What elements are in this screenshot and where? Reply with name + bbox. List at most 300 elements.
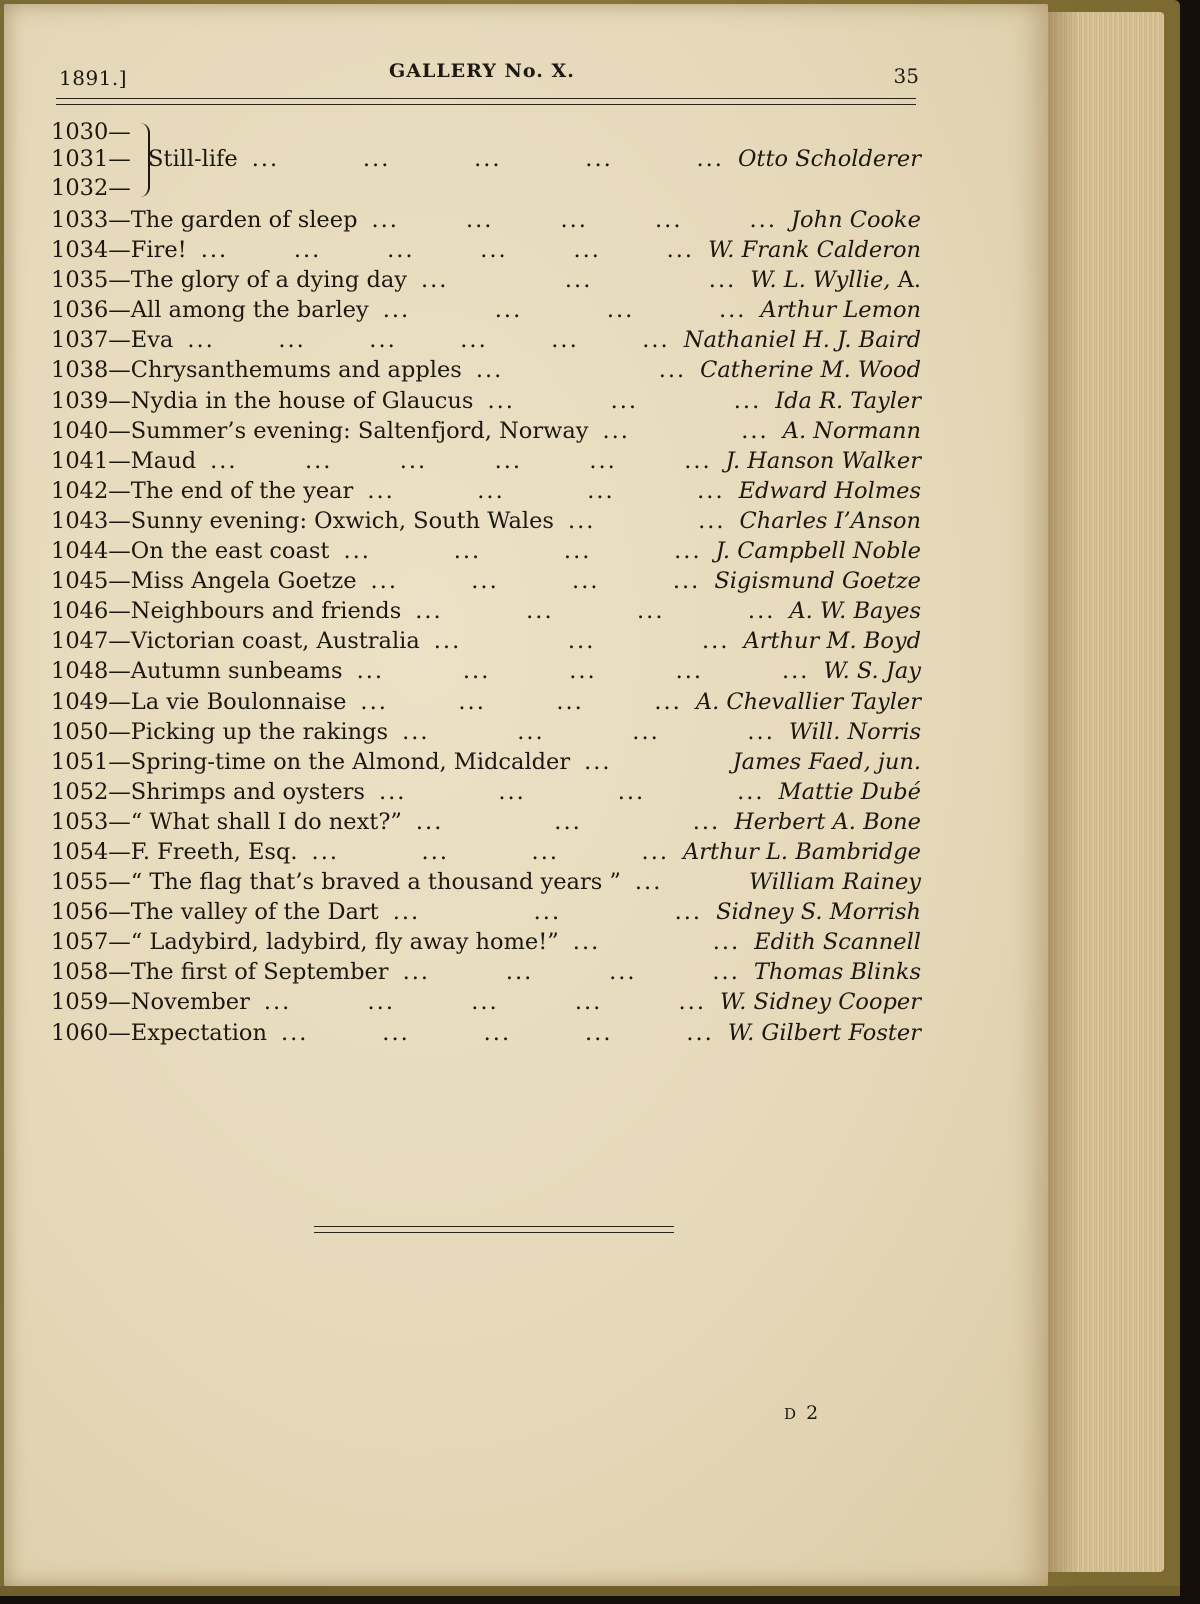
entry-left: [51, 566, 357, 596]
entry-artist-name: Thomas Blinks: [753, 959, 921, 986]
entry-number: 1049: [51, 688, 109, 715]
leader-dot-group: ...: [378, 778, 407, 805]
leader-dot-group: ...: [666, 237, 695, 264]
leader-dot-group: ...: [564, 267, 593, 294]
entry-dash: —: [108, 718, 131, 745]
entry-number: 1040: [51, 417, 109, 444]
entry-artist-name: J. Hanson Walker: [725, 447, 921, 474]
entry-artist-name: Arthur M. Boyd: [743, 628, 921, 655]
leader-dot-group: ...: [556, 688, 584, 715]
leader-dot-group: ...: [477, 477, 505, 504]
leader-dots: [568, 506, 726, 536]
entry-title: “ The flag that’s braved a thousand years ”: [130, 869, 621, 896]
leader-dots: [312, 837, 670, 867]
entry-left: [51, 747, 570, 777]
leader-dot-group: ...: [569, 658, 597, 685]
entry-artist: [716, 536, 921, 566]
entry-artist-name: Nathaniel H. J. Baird: [683, 327, 921, 354]
entry-left: [51, 416, 588, 446]
entry-number: 1058: [51, 959, 109, 986]
entry-left: [51, 807, 402, 837]
leader-dot-group: ...: [187, 327, 215, 354]
leader-dot-group: ...: [293, 237, 322, 264]
entry-left: [51, 386, 473, 416]
entry-artist: [734, 807, 921, 837]
entry-left: [51, 355, 462, 385]
leader-dot-group: ...: [560, 207, 588, 233]
entry-artist-name: Arthur Lemon: [760, 297, 921, 324]
entry-dash: —: [108, 869, 131, 896]
leader-dot-group: ...: [641, 838, 670, 865]
entry-title: Miss Angela Goetze: [130, 568, 357, 595]
entry-row: [51, 446, 921, 476]
leader-dots: [393, 897, 702, 927]
entry-left: [51, 205, 357, 235]
leader-dot-group: ...: [367, 989, 395, 1016]
entry-artist-name: A. W. Bayes: [789, 598, 921, 625]
entry-left: [51, 656, 343, 686]
entry-artist: [754, 927, 921, 957]
leader-dot-group: ...: [494, 447, 523, 474]
entry-list: [51, 117, 921, 1048]
entry-left: [51, 927, 559, 957]
leader-dot-group: ...: [712, 929, 741, 956]
entry-artist-name: Mattie Dubé: [778, 778, 921, 805]
leader-dots: [421, 265, 736, 295]
entry-row: [51, 837, 921, 867]
leader-dot-group: ...: [399, 447, 428, 474]
entry-title: Maud: [130, 447, 197, 474]
leader-dot-group: ...: [382, 1019, 410, 1046]
signature-letter: D: [784, 1405, 799, 1423]
entry-number: 1041: [51, 447, 109, 474]
leader-dot-group: ...: [278, 327, 306, 354]
entry-title: Chrysanthemums and apples: [130, 357, 462, 384]
entry-title: On the east coast: [130, 538, 330, 565]
leader-dots: [476, 355, 686, 385]
entry-artist-name: John Cooke: [791, 207, 921, 233]
entry-artist: [760, 295, 921, 325]
leader-dot-group: ...: [609, 959, 637, 986]
entry-left: [51, 295, 369, 325]
entry-artist: [783, 416, 921, 446]
entry-left: [51, 265, 407, 295]
entry-artist: [775, 386, 921, 416]
entry-title: The garden of sleep: [130, 207, 358, 233]
entry-artist-name: W. Gilbert Foster: [727, 1019, 921, 1046]
entry-dash: —: [108, 899, 131, 926]
entry-title: Summer’s evening: Saltenfjord, Norway: [130, 417, 589, 444]
leader-dot-group: ...: [587, 477, 615, 504]
leader-dot-group: ...: [678, 989, 706, 1016]
entry-left: [51, 717, 388, 747]
entry-row: [51, 566, 921, 596]
entry-title: “ Ladybird, ladybird, fly away home!”: [130, 929, 559, 956]
entry-row: [51, 1018, 921, 1048]
entry-dash: —: [108, 538, 131, 565]
leader-dots: [416, 807, 720, 837]
leader-dot-group: ...: [387, 237, 415, 264]
leader-dot-group: ...: [718, 297, 747, 324]
entry-artist: [739, 476, 921, 506]
leader-dot-group: ...: [741, 417, 769, 444]
leader-dot-group: ...: [251, 146, 280, 172]
leader-dots: [487, 386, 761, 416]
leader-dot-group: ...: [606, 297, 635, 324]
leader-dot-group: ...: [637, 598, 665, 625]
entry-title: Spring-time on the Almond, Midcalder: [130, 748, 571, 775]
leader-dot-group: ...: [702, 628, 730, 655]
entry-artist: [779, 777, 921, 807]
leader-dot-group: ...: [567, 628, 596, 655]
leader-dot-group: ...: [634, 869, 663, 896]
entry-artist: [733, 747, 921, 777]
leader-dot-group: ...: [654, 688, 682, 715]
signature-number: 2: [806, 1402, 821, 1424]
entry-row: [51, 476, 921, 506]
leader-dot-group: ...: [642, 327, 670, 354]
entry-title: La vie Boulonnaise: [130, 688, 347, 715]
entry-left: [51, 596, 401, 626]
leader-dot-group: ...: [369, 327, 397, 354]
entry-row: [51, 987, 921, 1017]
entry-number: 1039: [51, 387, 109, 414]
leader-dot-group: ...: [421, 838, 450, 865]
entry-artist: [700, 355, 921, 385]
header-year: 1891.]: [59, 66, 128, 90]
entry-artist: [791, 205, 921, 235]
entry-artist-name: Catherine M. Wood: [700, 357, 921, 384]
entry-dash: —: [108, 1019, 131, 1046]
entry-row: [51, 927, 921, 957]
signature-mark: [784, 1402, 820, 1424]
entry-artist-name: W. L. Wyllie,: [750, 267, 891, 294]
entry-left: [51, 987, 250, 1017]
entry-dash: —: [108, 688, 131, 715]
leader-dot-group: ...: [747, 598, 776, 625]
entry-artist-name: A. Chevallier Tayler: [695, 688, 921, 715]
leader-dot-group: ...: [531, 838, 560, 865]
leader-dot-group: ...: [733, 387, 762, 414]
entry-row: [51, 506, 921, 536]
leader-dot-group: ...: [367, 477, 395, 504]
leader-dot-group: ...: [708, 267, 737, 294]
entry-number: 1043: [51, 507, 109, 534]
entry-title: Fire!: [130, 237, 187, 264]
leader-dot-group: ...: [697, 477, 725, 504]
entry-artist-name: J. Campbell Noble: [715, 538, 921, 565]
entry-row: [51, 536, 921, 566]
entry-number: 1034: [51, 237, 109, 264]
entry-row: [51, 897, 921, 927]
leader-dot-group: ...: [551, 327, 579, 354]
leader-dot-group: ...: [360, 688, 388, 715]
entry-left: [51, 446, 196, 476]
leader-dot-group: ...: [415, 598, 443, 625]
entry-number: 1035: [51, 267, 109, 294]
entry-number: 1046: [51, 598, 109, 625]
leader-dots: [635, 867, 735, 897]
entry-number: 1060: [51, 1019, 109, 1046]
leader-dot-group: ...: [460, 327, 488, 354]
leader-dot-group: ...: [465, 207, 494, 233]
leader-dot-group: ...: [343, 538, 371, 565]
leader-dots: [343, 536, 701, 566]
entry-number: 1048: [51, 658, 109, 685]
entry-number: 1032—: [51, 175, 131, 201]
leader-dot-group: ...: [563, 538, 592, 565]
entry-title: November: [130, 989, 250, 1016]
entry-dash: —: [108, 778, 131, 805]
end-rule: [314, 1226, 674, 1233]
entry-number: 1047: [51, 628, 109, 655]
leader-dot-group: ...: [382, 297, 411, 324]
entry-left: [51, 777, 365, 807]
entry-number: 1057: [51, 929, 109, 956]
leader-dot-group: ...: [781, 658, 810, 685]
entry-number: 1031—: [51, 146, 131, 172]
leader-dot-group: ...: [712, 959, 740, 986]
leader-dot-group: ...: [356, 658, 385, 685]
entry-title: Eva: [130, 327, 174, 354]
leader-dot-group: ...: [433, 628, 462, 655]
entry-artist-suffix: A.: [890, 267, 921, 294]
entry-title: Neighbours and friends: [130, 598, 402, 625]
header-gallery-title: GALLERY No. X.: [389, 60, 575, 82]
entry-dash: —: [108, 989, 131, 1016]
leader-dot-group: ...: [280, 1019, 309, 1046]
entry-number: 1053: [51, 808, 109, 835]
leader-dots: [360, 687, 681, 717]
leader-dot-group: ...: [672, 568, 701, 595]
entry-artist-name: William Rainey: [748, 869, 921, 896]
entry-artist: [750, 265, 921, 295]
entry-artist-name: W. S. Jay: [823, 658, 921, 685]
entry-dash: —: [108, 447, 131, 474]
entry-left: [51, 626, 420, 656]
entry-artist: [720, 987, 921, 1017]
leader-dot-group: ...: [573, 237, 601, 264]
entry-artist: [716, 897, 921, 927]
entry-left: [51, 687, 346, 717]
entry-number: 1056: [51, 899, 109, 926]
leader-dots: [371, 566, 701, 596]
leader-dot-group: ...: [471, 989, 499, 1016]
entry-artist: [683, 837, 921, 867]
entry-artist-name: Edward Holmes: [738, 477, 921, 504]
entry-artist: [728, 1018, 921, 1048]
entry-row: [51, 386, 921, 416]
entry-title: The valley of the Dart: [130, 899, 379, 926]
leader-dots: [402, 717, 775, 747]
leader-dot-group: ...: [567, 507, 596, 534]
entry-row: [51, 807, 921, 837]
leader-dot-group: ...: [675, 658, 704, 685]
leader-dot-group: ...: [453, 538, 482, 565]
entry-dash: —: [108, 237, 131, 264]
entry-number: 1030—: [51, 119, 131, 145]
entry-number: 1037: [51, 327, 109, 354]
entry-artist-name: Sidney S. Morrish: [716, 899, 921, 926]
entry-dash: —: [108, 598, 131, 625]
entry-left: [51, 235, 187, 265]
leader-dot-group: ...: [572, 929, 601, 956]
header-rule: [56, 98, 916, 105]
entry-row: [51, 717, 921, 747]
entry-artist: [714, 566, 921, 596]
leader-dots: [602, 416, 768, 446]
entry-artist-name: W. Sidney Cooper: [720, 989, 921, 1016]
entry-title: The end of the year: [130, 477, 354, 504]
entry-artist-name: James Faed, jun.: [732, 748, 921, 775]
entry-dash: —: [108, 507, 131, 534]
entry-number: 1038: [51, 357, 109, 384]
entry-dash: —: [108, 297, 131, 324]
bracket-group-entry: [51, 117, 921, 205]
leader-dots: [210, 446, 712, 476]
leader-dot-group: ...: [392, 899, 421, 926]
leader-dot-group: ...: [674, 899, 703, 926]
entry-number: 1052: [51, 778, 109, 805]
entry-row: [51, 626, 921, 656]
entry-artist-name: Ida R. Tayler: [775, 387, 921, 414]
leader-dots: [584, 747, 718, 777]
entry-dash: —: [108, 808, 131, 835]
leader-dot-group: ...: [370, 568, 398, 595]
page-number: 35: [893, 64, 919, 88]
entry-row: [51, 596, 921, 626]
entry-artist-name: Herbert A. Bone: [734, 808, 921, 835]
entry-dash: —: [108, 838, 131, 865]
entry-artist: [789, 596, 921, 626]
entry-artist-name: Edith Scannell: [754, 929, 921, 956]
leader-dot-group: ...: [505, 959, 534, 986]
entry-number: 1045: [51, 568, 109, 595]
leader-dot-group: ...: [480, 237, 508, 264]
entry-row: [51, 325, 921, 355]
entry-dash: —: [108, 387, 131, 414]
leader-dots: [252, 144, 724, 174]
entry-row: [51, 265, 921, 295]
leader-dot-group: ...: [517, 718, 545, 745]
entry-rows: [51, 205, 921, 1048]
entry-number: 1036: [51, 297, 109, 324]
entry-artist-name: Sigismund Goetze: [714, 568, 921, 595]
entry-title: Shrimps and oysters: [130, 778, 365, 805]
entry-row: [51, 656, 921, 686]
leader-dot-group: ...: [574, 989, 603, 1016]
entry-row: [51, 235, 921, 265]
entry-dash: —: [108, 628, 131, 655]
entry-title: Picking up the rakings: [130, 718, 389, 745]
entry-artist: [726, 446, 921, 476]
leader-dots: [434, 626, 730, 656]
leader-dot-group: ...: [304, 447, 333, 474]
entry-dash: —: [108, 748, 131, 775]
leader-dots: [403, 957, 740, 987]
leader-dot-group: ...: [487, 387, 515, 414]
entry-number: 1051: [51, 748, 109, 775]
entry-left: [51, 506, 554, 536]
leader-dots: [379, 777, 765, 807]
leader-dot-group: ...: [602, 417, 630, 444]
leader-dot-group: ...: [483, 1019, 512, 1046]
leader-dot-group: ...: [526, 598, 554, 625]
entry-dash: —: [108, 658, 131, 685]
entry-title: The glory of a dying day: [130, 267, 407, 294]
entry-dash: —: [108, 207, 131, 233]
leader-dots: [201, 235, 694, 265]
entry-row: [51, 957, 921, 987]
leader-dot-group: ...: [498, 778, 526, 805]
entry-artist: [696, 687, 921, 717]
leader-dot-group: ...: [585, 1019, 613, 1046]
leader-dot-group: ...: [462, 658, 491, 685]
leader-dot-group: ...: [692, 808, 721, 835]
leader-dot-group: ...: [200, 237, 229, 264]
leader-dot-group: ...: [747, 718, 775, 745]
entry-left: [51, 325, 173, 355]
leader-dot-group: ...: [533, 899, 562, 926]
entry-artist-name: A. Normann: [782, 417, 921, 444]
leader-dot-group: ...: [686, 1019, 714, 1046]
entry-artist: [789, 717, 921, 747]
entry-title: Nydia in the house of Glaucus: [130, 387, 474, 414]
entry-title: F. Freeth, Esq.: [130, 838, 298, 865]
leader-dot-group: ...: [698, 507, 726, 534]
entry-number: 1059: [51, 989, 109, 1016]
leader-dot-group: ...: [420, 267, 449, 294]
entry-title: Sunny evening: Oxwich, South Wales: [130, 507, 554, 534]
entry-row: [51, 747, 921, 777]
leader-dot-group: ...: [585, 146, 613, 172]
entry-artist-name: W. Frank Calderon: [708, 237, 921, 264]
leader-dot-group: ...: [210, 447, 238, 474]
entry-left: [51, 1018, 267, 1048]
entry-row: [51, 687, 921, 717]
leader-dot-group: ...: [696, 146, 724, 172]
leader-dot-group: ...: [658, 357, 687, 384]
entry-artist-name: Arthur L. Bambridge: [683, 838, 921, 865]
leader-dot-group: ...: [655, 207, 683, 233]
leader-dot-group: ...: [749, 207, 777, 233]
entry-number: 1044: [51, 538, 109, 565]
entry-title: Expectation: [130, 1019, 267, 1046]
entry-row: [51, 867, 921, 897]
leader-dot-group: ...: [362, 146, 391, 172]
leader-dot-group: ...: [371, 207, 399, 233]
entry-number: 1050: [51, 718, 109, 745]
entry-left: [51, 476, 353, 506]
leader-dot-group: ...: [589, 447, 617, 474]
entry-title: Still-life: [148, 146, 238, 172]
entry-left: [51, 957, 389, 987]
entry-artist: [684, 325, 921, 355]
leader-dots: [264, 987, 706, 1017]
leader-dots: [367, 476, 724, 506]
leader-dot-group: ...: [684, 447, 712, 474]
entry-artist: [754, 957, 921, 987]
entry-title: “ What shall I do next?”: [130, 808, 402, 835]
leader-dot-group: ...: [475, 357, 504, 384]
leader-dot-group: ...: [632, 718, 660, 745]
entry-artist: [708, 235, 921, 265]
entry-dash: —: [108, 357, 131, 384]
entry-title: The first of September: [130, 959, 389, 986]
entry-row: [51, 416, 921, 446]
entry-title: All among the barley: [130, 297, 369, 324]
leader-dot-group: ...: [617, 778, 646, 805]
